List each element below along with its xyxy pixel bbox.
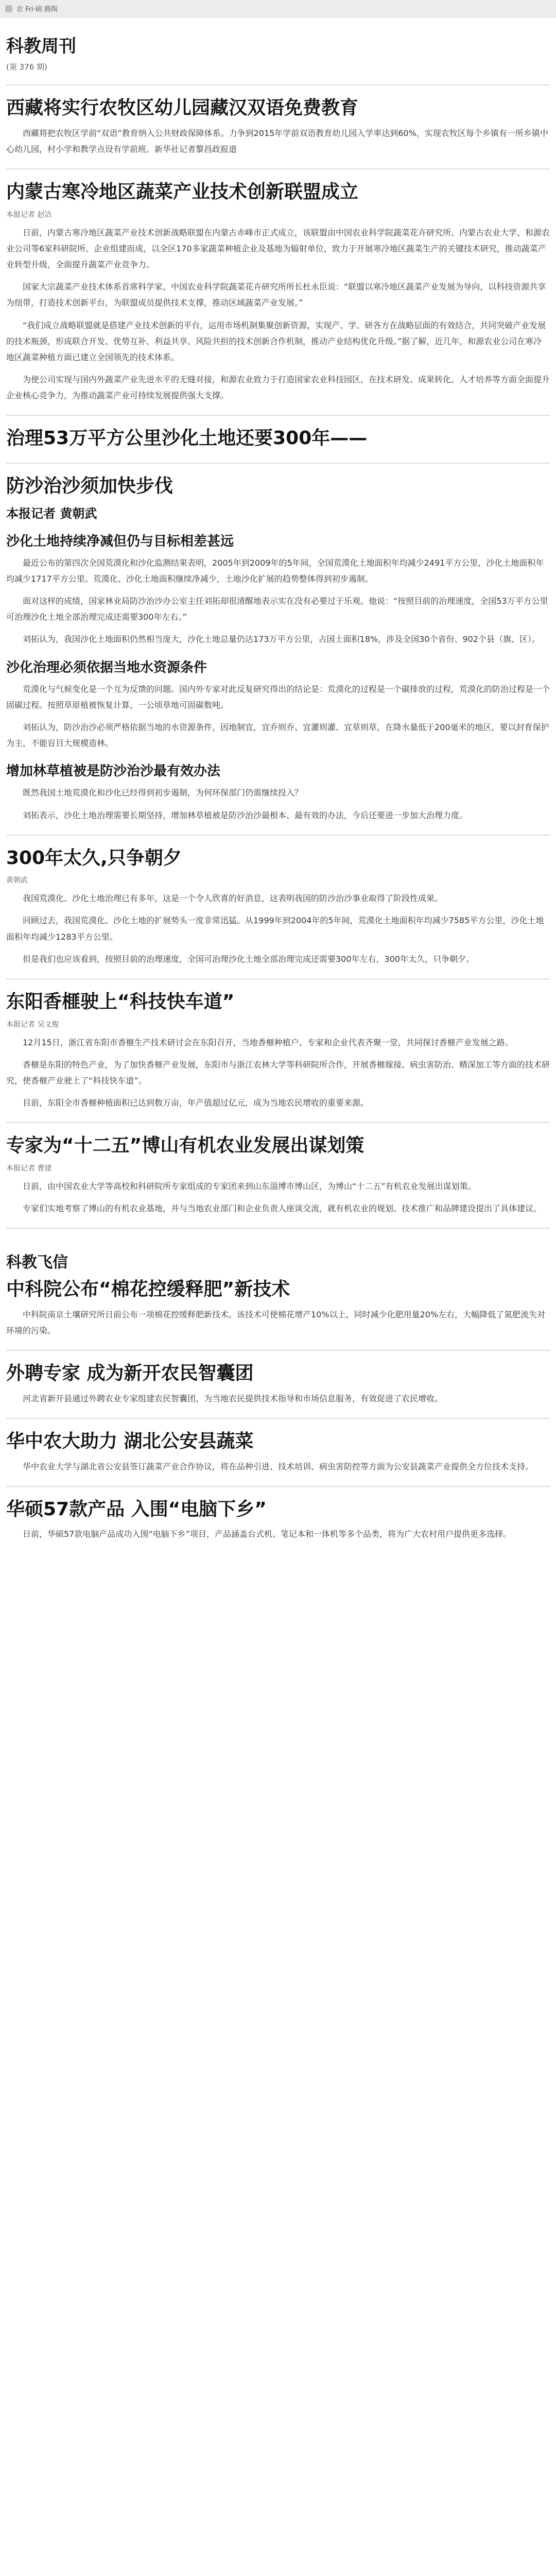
article [6, 168, 550, 403]
article-title: 外聘专家 成为新开农民智囊团 [6, 1363, 254, 1384]
article-title: 华硕57款产品 入围“电脑下乡” [6, 1498, 267, 1520]
section-heading: 沙化土地持续净减但仍与目标相差甚远 [6, 533, 234, 549]
article [6, 835, 550, 967]
article-paragraph: “我们成立战略联盟就是搭建产业技术创新的平台，运用市场机制集聚创新资源，实现产、学、研各方在战略层面的有效结合，共同突破产业发展的技术瓶颈，形成联合开发、优势互补、利益共享、风险共担的技术创新合作机制，推动产业结构优化升级。”据了解，近几年，和源农业公司在寒冷地区蔬菜种植方面已建立全国领先的技术体系。 [6, 320, 546, 362]
article-paragraph: 日前，由中国农业大学等高校和科研院所专家组成的专家团来到山东淄博市博山区，为博山“十二五”有机农业发展出谋划策。 [23, 1181, 476, 1191]
article-paragraph: 面对这样的成绩，国家林业局防沙治沙办公室主任刘拓却很清醒地表示实在没有必要过于乐观。他说：“按照目前的治理速度，全国53万平方公里可治理沙化土地全部治理完成还需要300年左右。” [6, 596, 548, 622]
article [6, 1350, 550, 1406]
article-paragraph: 我国荒漠化、沙化土地治理已有多年，这是一个令人欣喜的好消息，这表明我国的防沙治沙事业取得了阶段性成果。 [23, 893, 443, 904]
article-title: 防沙治沙须加快步伐 [6, 476, 173, 497]
article-paragraph: 日前，内蒙古寒冷地区蔬菜产业技术创新战略联盟在内蒙古赤峰市正式成立，该联盟由中国农业科学院蔬菜花卉研究所、内蒙古农业大学、和源农业公司等6家科研院所、企业组建而成，以全区170多家蔬菜种植企业及基地为辐射单位，致力于开展寒冷地区蔬菜生产的关键技术研究，推动蔬菜产业转型升级，全面提升蔬菜产业竞争力。 [6, 227, 550, 269]
tab-title[interactable]: 农 Fri·刷 腾陶 [16, 6, 58, 13]
article-paragraph: 香榧是东阳的特色产业，为了加快香榧产业发展，东阳市与浙江农林大学等科研院所合作，开展香榧嫁接、病虫害防治、精深加工等方面的技术研究，使香榧产业驶上了“科技快车道”。 [6, 1059, 550, 1086]
article [6, 978, 550, 1111]
article-paragraph: 日前，华硕57款电脑产品成功入围“电脑下乡”项目，产品涵盖台式机、笔记本和一体机等多个品类，将为广大农村用户提供更多选择。 [23, 1529, 511, 1539]
article-paragraph: 既然我国土地荒漠化和沙化已经得到初步遏制，为何环保部门仍需继续投入？ [23, 788, 303, 798]
article-paragraph: 但是我们也应该看到，按照目前的治理速度，全国可治理沙化土地全部治理完成还需要300年左右，300年太久，只争朝夕。 [23, 954, 475, 964]
article-paragraph: 12月15日，浙江省东阳市香榧生产技术研讨会在东阳召开，当地香榧种植户、专家和企业代表齐聚一堂，共同探讨香榧产业发展之路。 [23, 1037, 513, 1047]
article-paragraph: 刘拓认为，防沙治沙必须严格依据当地的水资源条件，因地制宜，宜乔则乔、宜灌则灌、宜草则草，在降水量低于200毫米的地区，要以封育保护为主，不能盲目大规模造林。 [6, 722, 549, 749]
article-title: 西藏将实行农牧区幼儿园藏汉双语免费教育 [6, 97, 359, 118]
issue-number: (第 376 期) [6, 62, 47, 72]
page-icon [5, 5, 12, 12]
article [6, 84, 550, 157]
article-list [6, 84, 550, 1543]
article-paragraph: 目前，东阳全市香榧种植面积已达到数万亩，年产值超过亿元，成为当地农民增收的重要来源。 [23, 1098, 369, 1108]
article-title: 东阳香榧驶上“科技快车道” [6, 991, 235, 1013]
magazine-title: 科教周刊 [6, 36, 76, 57]
article-byline: 本报记者 吴文俊 [6, 1020, 59, 1029]
article-paragraph: 为使公司实现与国内外蔬菜产业先进水平的无缝对接，和源农业致力于打造国家农业科技园区，在技术研发、成果转化、人才培养等方面全面提升企业核心竞争力，为推动蔬菜产业可持续发展提供强大支撑。 [6, 375, 550, 401]
article [6, 1486, 550, 1543]
article-byline: 本报记者 曹建 [6, 1164, 52, 1173]
article [6, 463, 550, 823]
article-title: 华中农大助力 湖北公安县蔬菜 [6, 1431, 254, 1452]
article-paragraph: 河北省新开县通过外聘农业专家组建农民智囊团，为当地农民提供技术指导和市场信息服务，有效促进了农民增收。 [23, 1393, 443, 1403]
article-paragraph: 西藏将把农牧区学前“双语”教育纳入公共财政保障体系。力争到2015年学前双语教育幼儿园入学率达到60%，实现农牧区每个乡镇有一所乡镇中心幼儿园，村小学和教学点设有学前班。新华社记者黎昌政报道 [6, 128, 548, 154]
article-title: 中科院公布“棉花控缓释肥”新技术 [6, 1279, 290, 1300]
article-title: 治理53万平方公里沙化土地还要300年—— [6, 428, 368, 449]
article-paragraph: 专家们实地考察了博山的有机农业基地，并与当地农业部门和企业负责人座谈交流，就有机农业的规划、技术推广和品牌建设提出了具体建议。 [23, 1204, 542, 1214]
article [6, 415, 550, 451]
article [6, 1418, 550, 1475]
article-paragraph: 刘拓认为，我国沙化土地面积仍然相当庞大，沙化土地总量仍达173万平方公里，占国土面积18%，涉及全国30个省份、902个县（旗、区）。 [23, 634, 541, 645]
article-title: 专家为“十二五”博山有机农业发展出谋划策 [6, 1135, 364, 1157]
article-paragraph: 华中农业大学与湖北省公安县签订蔬菜产业合作协议，将在品种引进、技术培训、病虫害防控等方面为公安县蔬菜产业提供全方位技术支持。 [23, 1461, 534, 1471]
article-title: 内蒙古寒冷地区蔬菜产业技术创新联盟成立 [6, 181, 359, 202]
article-title: 300年太久,只争朝夕 [6, 847, 182, 869]
article-byline: 本报记者 赵洁 [6, 210, 52, 219]
category-heading: 科教飞信 [6, 1253, 68, 1272]
article-paragraph: 国家大宗蔬菜产业技术体系首席科学家、中国农业科学院蔬菜花卉研究所所长杜永臣说：“联盟以寒冷地区蔬菜产业发展为导向，以科技资源共享为纽带，打造技术创新平台，为联盟成员提供技术支撑，推动区域蔬菜产业发展。” [6, 282, 546, 308]
article-byline: 黄朝武 [6, 876, 28, 885]
document-page [0, 18, 556, 1574]
browser-tab-bar [0, 0, 556, 18]
article-paragraph: 回顾过去，我国荒漠化、沙化土地的扩展势头一度非常迅猛。从1999年到2004年的5年间，荒漠化土地面积年均减少7585平方公里，沙化土地面积年均减少1283平方公里。 [6, 916, 544, 942]
article-paragraph: 荒漠化与气候变化是一个互为反馈的问题。国内外专家对此反复研究得出的结论是：荒漠化的过程是一个碳排放的过程，荒漠化的防治过程是一个固碳过程。按照草原植被恢复计算，一公顷草地可固碳数吨。 [6, 684, 550, 710]
article-paragraph: 中科院南京土壤研究所日前公布一项棉花控缓释肥新技术。该技术可使棉花增产10%以上，同时减少化肥用量20%左右，大幅降低了氮肥流失对环境的污染。 [6, 1309, 546, 1336]
article-byline: 本报记者 黄朝武 [6, 506, 97, 521]
article-paragraph: 刘拓表示，沙化土地治理需要长期坚持，增加林草植被是防沙治沙最根本、最有效的办法，今后还要进一步加大治理力度。 [23, 810, 468, 820]
article [6, 1228, 550, 1338]
article [6, 1122, 550, 1216]
section-heading: 增加林草植被是防沙治沙最有效办法 [6, 764, 221, 779]
article-paragraph: 最近公布的第四次全国荒漠化和沙化监测结果表明，2005年到2009年的5年间，全国荒漠化土地面积年均减少2491平方公里，沙化土地面积年均减少1717平方公里。荒漠化、沙化土地面积继续净减少，土地沙化扩展的趋势整体得到初步遏制。 [6, 557, 544, 584]
section-heading: 沙化治理必须依据当地水资源条件 [6, 659, 207, 675]
